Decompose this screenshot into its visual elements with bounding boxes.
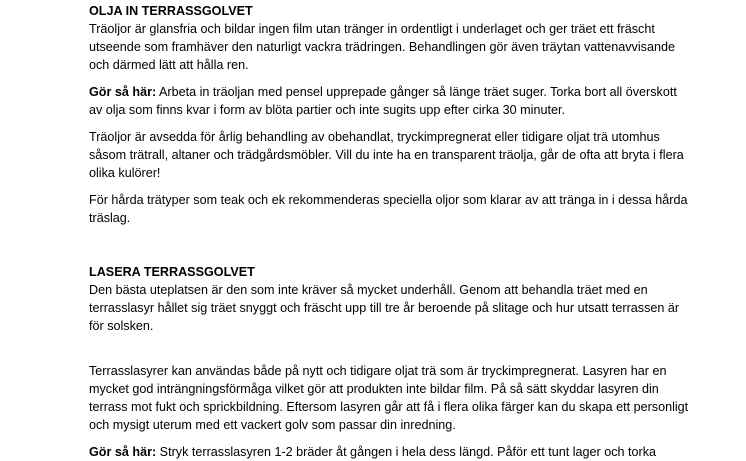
- howto-text: Stryk terrasslasyren 1-2 bräder åt gången i hela dess längd. Påför ett tunt lager och torka: [156, 445, 657, 459]
- paragraph-lasera-details: Terrasslasyrer kan användas både på nytt och tidigare oljat trä som är tryckimpregnerat. Lasyren har en mycket god inträngningsförmåga vilket gör att produkten inte bildar film. På så sätt skyddar lasyren din terrass mot fukt och sprickbildning. Eftersom lasyren går att få i flera olika färger kan du skapa ett personligt och mysigt uterum med ett vackert golv som passar din inredning.: [89, 364, 689, 432]
- document-body: [89, 2, 689, 461]
- paragraph-olja-hardwood: För hårda trätyper som teak och ek rekommenderas speciella oljor som klarar av att tränga in i dessa hårda träslag.: [89, 193, 688, 225]
- paragraph-lasera-intro: Den bästa uteplatsen är den som inte kräver så mycket underhåll. Genom att behandla träet med en terrasslasyr hållet sig träet snyggt och fräscht upp till tre år beroende på slitage och hur utsatt terrassen är för solsken.: [89, 283, 680, 333]
- section-heading-lasera: LASERA TERRASSGOLVET: [89, 265, 255, 279]
- howto-label: Gör så här:: [89, 445, 157, 459]
- paragraph-olja-usage: Träoljor är avsedda för årlig behandling av obehandlat, tryckimpregnerat eller tidigare oljat trä utomhus såsom trätrall, altaner och trädgårdsmöbler. Vill du inte ha en transparent träolja, går de ofta att bryta i flera olika kulörer!: [89, 130, 684, 180]
- howto-label: Gör så här:: [89, 85, 157, 99]
- paragraph-olja-intro: Träoljor är glansfria och bildar ingen film utan tränger in ordentligt i underlaget och ger träet ett fräscht utseende som framhäver den naturligt vackra trädringen. Behandlingen gör även träytan vattenavvisande och därmed lätt att hålla ren.: [89, 22, 675, 72]
- howto-text: Arbeta in träoljan med pensel upprepade gånger så länge träet suger. Torka bort all överskott av olja som finns kvar i form av blöta partier och inte sugits upp efter cirka 30 minuter.: [89, 85, 677, 117]
- paragraph-olja-howto: [89, 83, 689, 119]
- section-heading-olja: OLJA IN TERRASSGOLVET: [89, 4, 253, 18]
- paragraph-lasera-howto: [89, 443, 689, 461]
